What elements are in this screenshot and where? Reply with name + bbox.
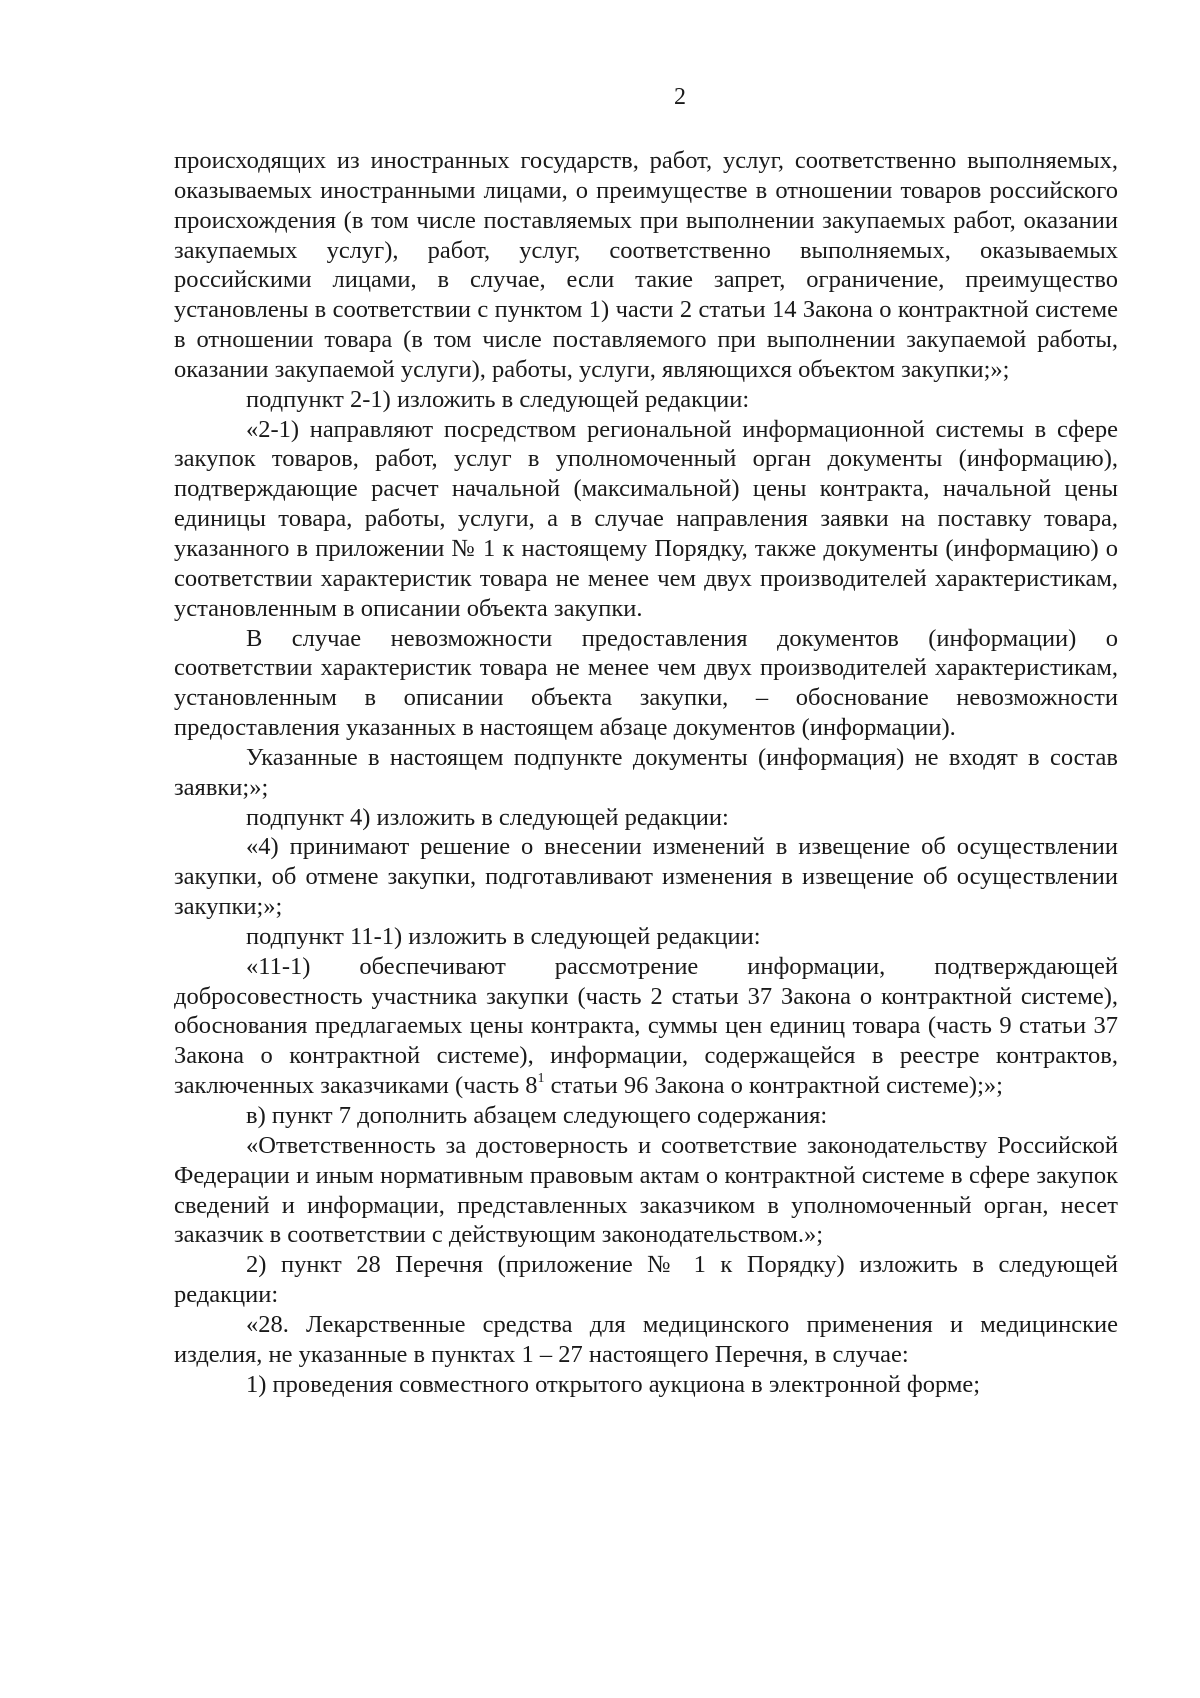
paragraph-subitem-2-1-text: «2-1) направляют посредством региональной информационной системы в сфере закупок товаров, работ, услуг в уполномоченный орган документы (информацию), подтверждающие расчет начальной (максимальной) цены контракта, начальной цены единицы товара, работы, услуги, а в случае направления заявки на поставку товара, указанного в приложении № 1 к настоящему Порядку, также документы (информацию) о соответствии характеристик товара не менее чем двух производителей характеристикам, установленным в описании объекта закупки. xyxy=(174,415,1118,622)
paragraph-subitem-11-1-heading: подпункт 11-1) изложить в следующей редакции: xyxy=(246,922,761,950)
paragraph-responsibility: «Ответственность за достоверность и соответствие законодательству Российской Федерации и иным нормативным правовым актам о контрактной системе в сфере закупок сведений и информации, представленных заказчиком в уполномоченный орган, несет заказчик в соответствии с действующим законодательством.»; xyxy=(174,1131,1118,1249)
paragraph-subitem-11-1-text xyxy=(174,952,1118,1101)
paragraph-subitem-11-1-text-before: «11-1) обеспечивают рассмотрение информации, подтверждающей добросовестность участника закупки (часть 2 статьи 37 Закона о контрактной системе), обоснования предлагаемых цены контракта, суммы цен единиц товара (часть 9 статьи 37 Закона о контрактной системе), информации, содержащейся в реестре контрактов, заключенных заказчиками (часть 8 xyxy=(174,952,1118,1100)
superscript-index: 1 xyxy=(537,1071,545,1087)
paragraph-continuation: происходящих из иностранных государств, работ, услуг, соответственно выполняемых, оказываемых иностранными лицами, о преимуществе в отношении товаров российского происхождения (в том числе поставляемых при выполнении закупаемых работ, оказании закупаемых услуг), работ, услуг, соответственно выполняемых, оказываемых российскими лицами, в случае, если такие запрет, ограничение, преимущество установлены в соответствии с пунктом 1) части 2 статьи 14 Закона о контрактной системе в отношении товара (в том числе поставляемого при выполнении закупаемой работы, оказании закупаемой услуги), работы, услуги, являющихся объектом закупки;»; xyxy=(174,147,1118,383)
paragraph-item-28-text: «28. Лекарственные средства для медицинского применения и медицинские изделия, не указанные в пунктах 1 – 27 настоящего Перечня, в случае: xyxy=(174,1310,1118,1368)
paragraph-impossibility-case: В случае невозможности предоставления документов (информации) о соответствии характеристик товара не менее чем двух производителей характеристикам, установленным в описании объекта закупки, – обоснование невозможности предоставления указанных в настоящем абзаце документов (информации). xyxy=(174,624,1118,742)
paragraph-subitem-11-1-text-after: статьи 96 Закона о контрактной системе);»; xyxy=(544,1072,1003,1100)
page-number: 2 xyxy=(674,84,686,110)
paragraph-subitem-2-1-heading: подпункт 2-1) изложить в следующей редакции: xyxy=(246,385,750,413)
paragraph-item-28-case-1: 1) проведения совместного открытого аукциона в электронной форме; xyxy=(246,1370,981,1398)
document-body xyxy=(174,146,1118,1399)
paragraph-subitem-4-text: «4) принимают решение о внесении изменений в извещение об осуществлении закупки, об отмене закупки, подготавливают изменения в извещение об осуществлении закупки;»; xyxy=(174,833,1118,921)
paragraph-item-28-heading: 2) пункт 28 Перечня (приложение № 1 к Порядку) изложить в следующей редакции: xyxy=(174,1251,1118,1309)
paragraph-documents-not-in-application: Указанные в настоящем подпункте документы (информация) не входят в состав заявки;»; xyxy=(174,743,1118,801)
paragraph-item-7-heading: в) пункт 7 дополнить абзацем следующего содержания: xyxy=(246,1102,828,1129)
paragraph-subitem-4-heading: подпункт 4) изложить в следующей редакции: xyxy=(246,803,729,831)
